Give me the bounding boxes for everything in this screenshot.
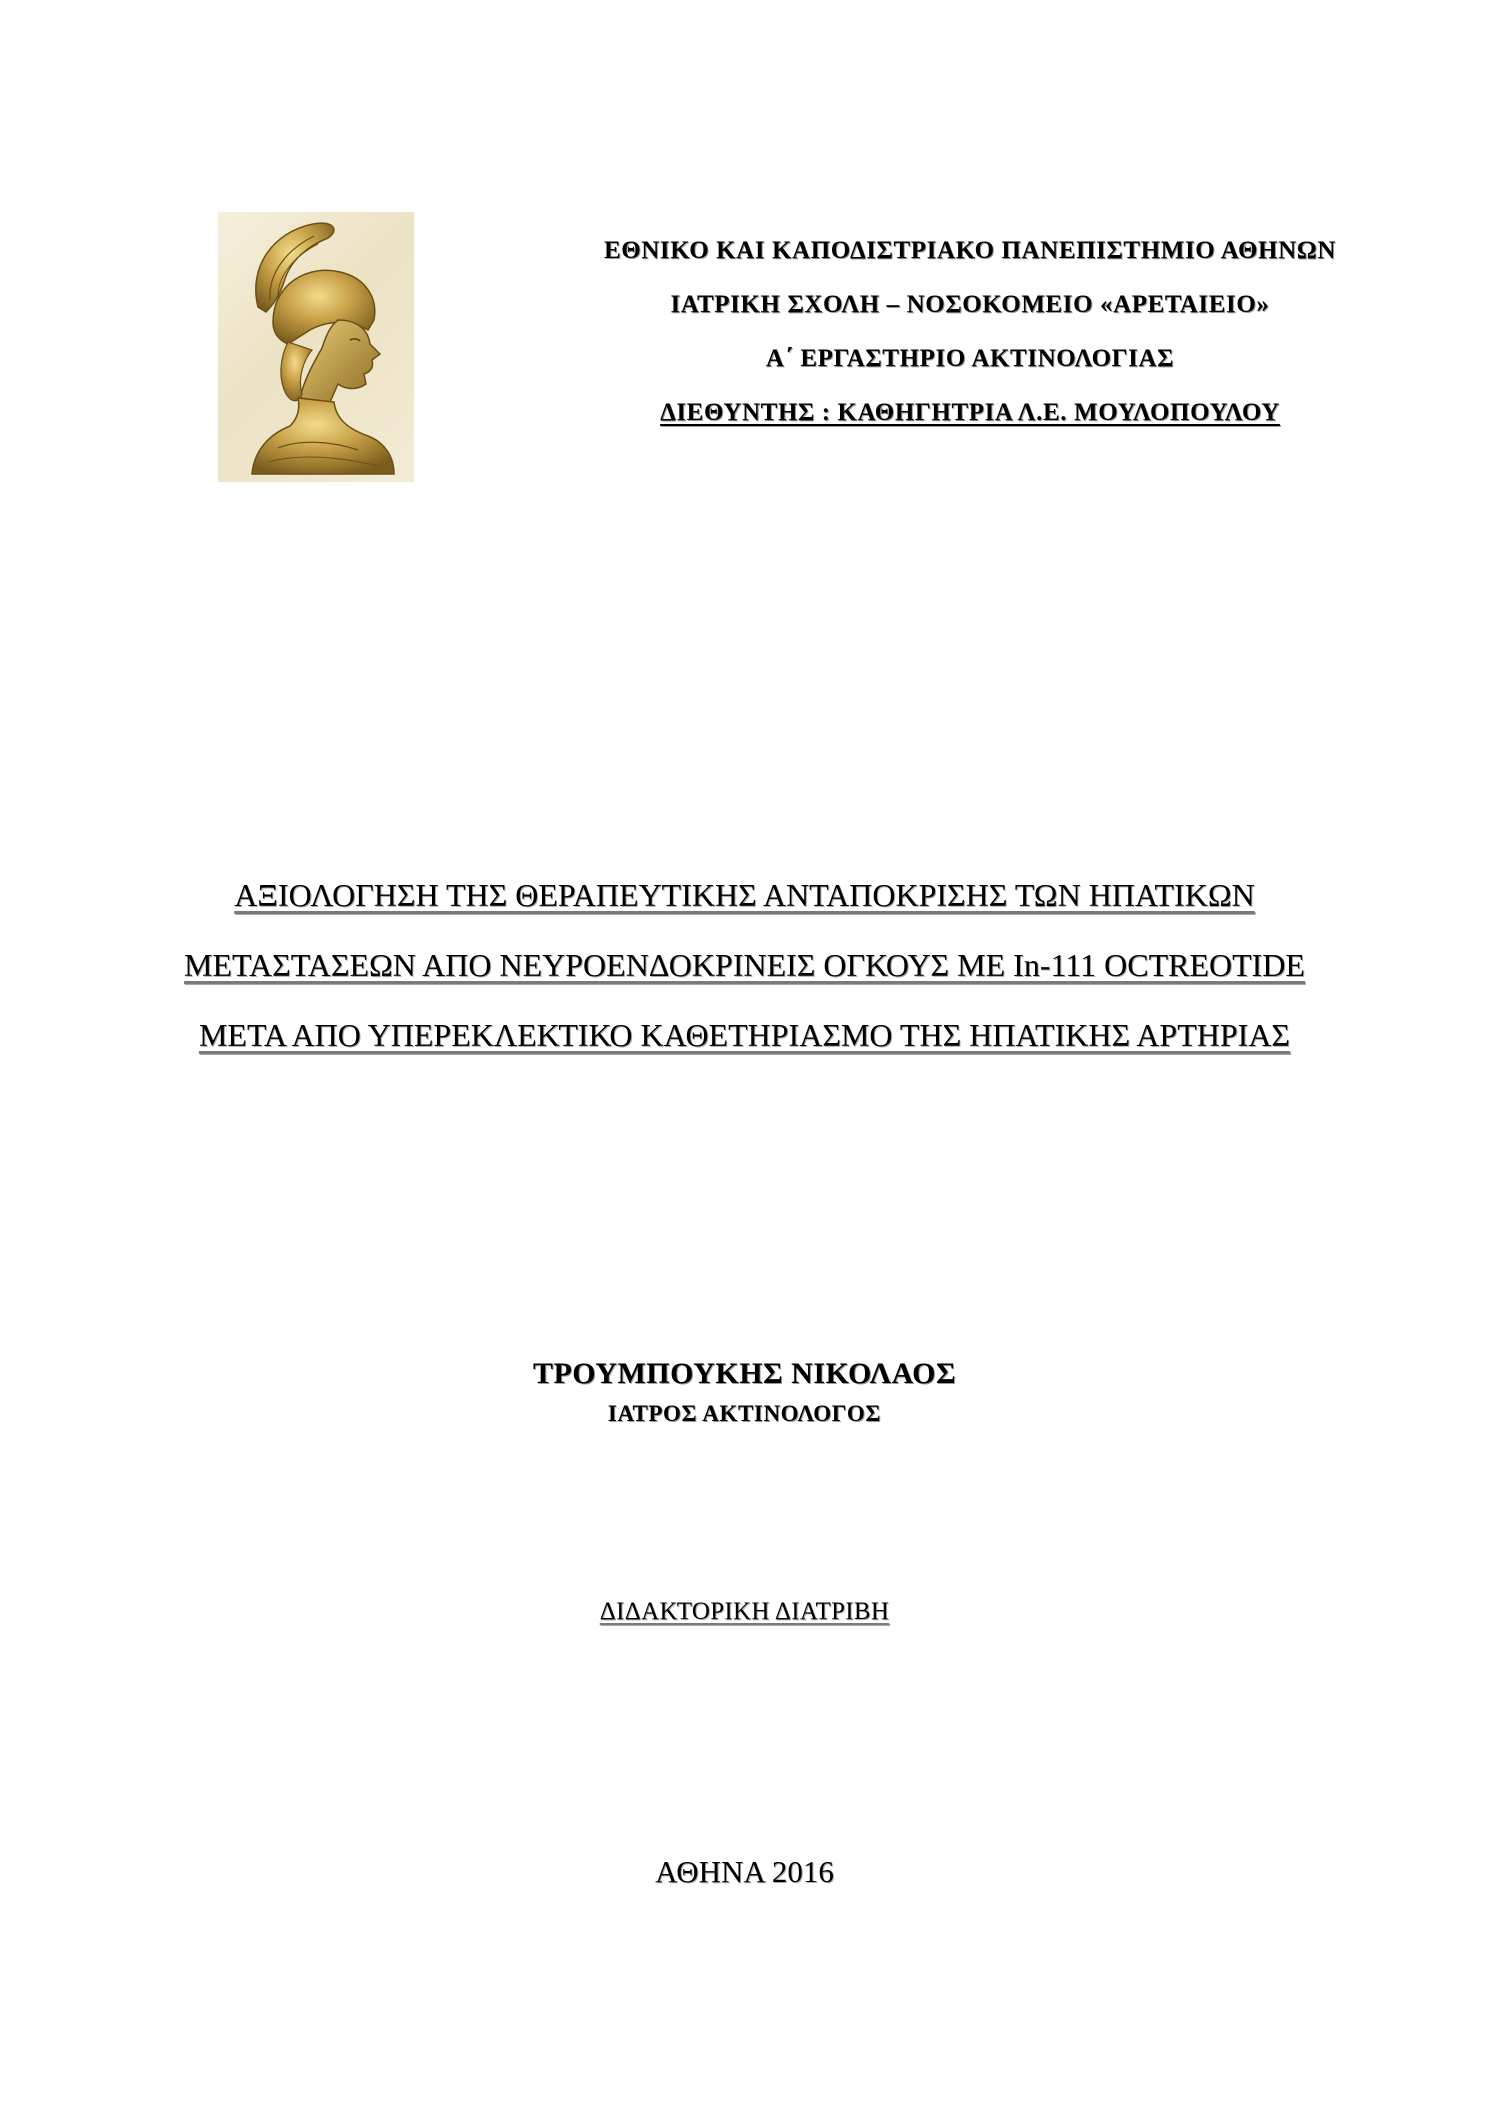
author-role: ΙΑΤΡΟΣ ΑΚΤΙΝΟΛΟΓΟΣ bbox=[607, 1401, 882, 1426]
title-line-2: ΜΕΤΑΣΤΑΣΕΩΝ ΑΠΟ ΝΕΥΡΟΕΝΔΟΚΡΙΝΕΙΣ ΟΓΚΟΥΣ ΜΕ In-111 OCTREOTIDE bbox=[184, 947, 1305, 983]
document-type: ΔΙΔΑΚΤΟΡΙΚΗ ΔΙΑΤΡΙΒΗ bbox=[599, 1598, 890, 1625]
university-name: ΕΘΝΙΚΟ ΚΑΙ ΚΑΠΟΔΙΣΤΡΙΑΚΟ ΠΑΝΕΠΙΣΤΗΜΙΟ ΑΘΗΝΩΝ bbox=[603, 237, 1337, 264]
author-block bbox=[0, 1354, 1489, 1434]
director-line: ΔΙΕΘΥΝΤΗΣ : ΚΑΘΗΓΗΤΡΙΑ Λ.Ε. ΜΟΥΛΟΠΟΥΛΟΥ bbox=[660, 399, 1280, 426]
place-date: ΑΘΗΝΑ 2016 bbox=[655, 1854, 834, 1889]
author-name: ΤΡΟΥΜΠΟΥΚΗΣ ΝΙΚΟΛΑΟΣ bbox=[532, 1357, 957, 1390]
thesis-title bbox=[80, 860, 1409, 1070]
athena-head-emblem-icon bbox=[218, 212, 414, 482]
letterhead bbox=[560, 224, 1380, 440]
lab-name: Α΄ ΕΡΓΑΣΤΗΡΙΟ ΑΚΤΙΝΟΛΟΓΙΑΣ bbox=[765, 345, 1175, 372]
school-name: ΙΑΤΡΙΚΗ ΣΧΟΛΗ – ΝΟΣΟΚΟΜΕΙΟ «ΑΡΕΤΑΙΕΙΟ» bbox=[670, 291, 1270, 318]
university-logo bbox=[218, 212, 414, 482]
title-line-3: ΜΕΤΑ ΑΠΟ ΥΠΕΡΕΚΛΕΚΤΙΚΟ ΚΑΘΕΤΗΡΙΑΣΜΟ ΤΗΣ ΗΠΑΤΙΚΗΣ ΑΡΤΗΡΙΑΣ bbox=[198, 1017, 1291, 1053]
title-line-1: ΑΞΙΟΛΟΓΗΣΗ ΤΗΣ ΘΕΡΑΠΕΥΤΙΚΗΣ ΑΝΤΑΠΟΚΡΙΣΗΣ ΤΩΝ ΗΠΑΤΙΚΩΝ bbox=[234, 877, 1255, 913]
